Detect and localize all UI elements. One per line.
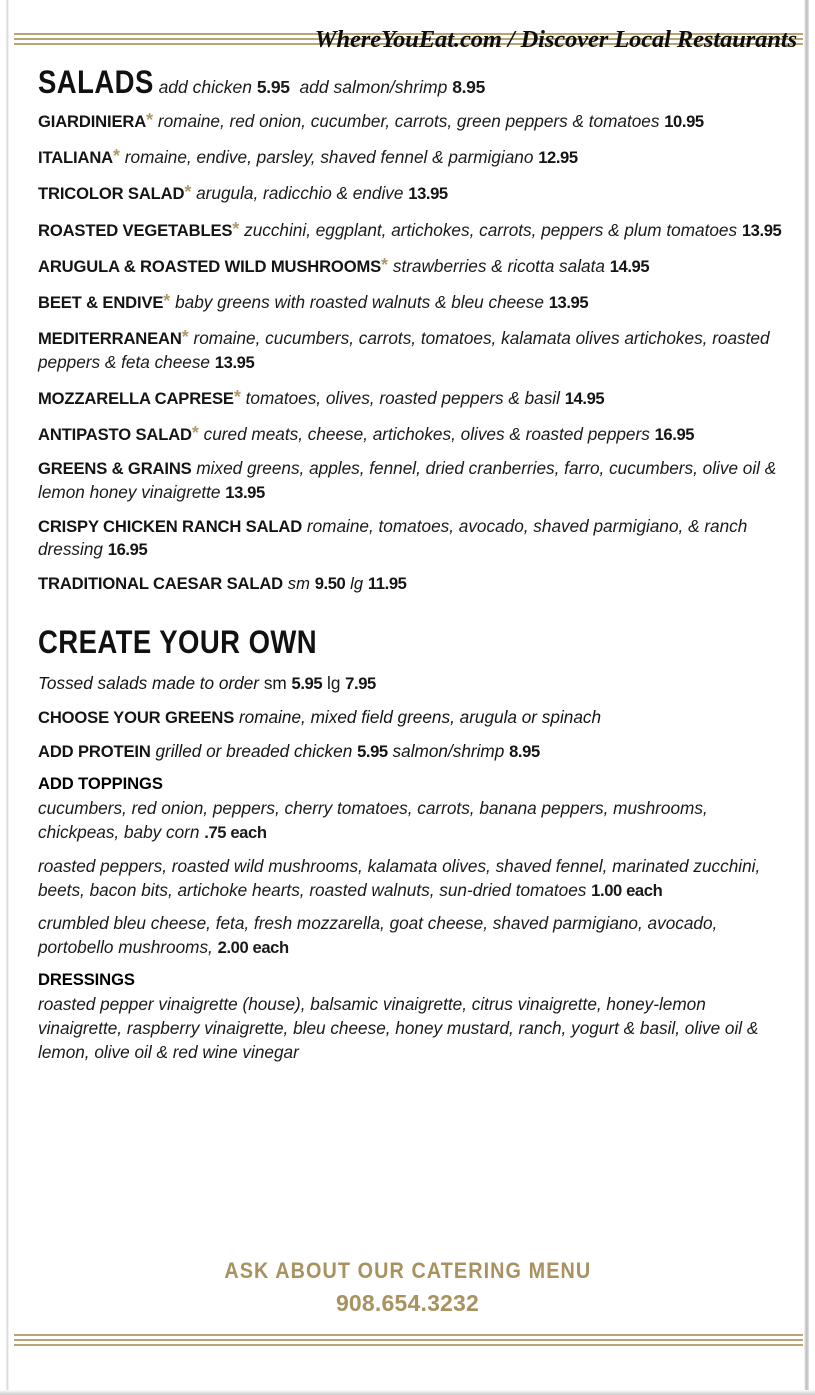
menu-content [38,66,790,1074]
item-description: arugula, radicchio & endive [196,183,404,204]
item-price: 13.95 [548,293,589,313]
addon-chicken-label: add chicken [158,77,252,97]
toppings-tier-2-price: 1.00 each [591,880,663,900]
toppings-tier-1-text: cucumbers, red onion, peppers, cherry tomatoes, carrots, banana peppers, mushrooms, chickpeas, baby corn [38,798,708,842]
page-bottom-edge [0,1390,815,1395]
catering-callout: ASK ABOUT OUR CATERING MENU [224,1258,591,1283]
menu-item [38,253,790,278]
dressings-label: DRESSINGS [38,970,135,990]
item-price: 12.95 [538,148,578,168]
asterisk-icon: * [381,254,389,275]
asterisk-icon: * [163,291,171,312]
asterisk-icon: * [184,182,192,203]
item-description: tomatoes, olives, roasted peppers & basil [245,387,560,408]
page-title: SALADS [38,64,154,100]
menu-item [38,325,790,373]
create-your-own-title: CREATE YOUR OWN [38,623,318,660]
item-description: baby greens with roasted walnuts & bleu cheese [175,292,544,313]
dressings-text: roasted pepper vinaigrette (house), balsamic vinaigrette, citrus vinaigrette, honey-lemon vinaigrette, raspberry vinaigrette, bleu cheese, honey mustard, ranch, yogurt & basil, olive oil & lemon, olive oil & red wine vinegar [38,994,759,1062]
item-name: GIARDINIERA [38,112,147,131]
menu-item [38,217,790,242]
item-price: 13.95 [225,482,265,502]
menu-item [38,108,790,133]
toppings-tier-3-price: 2.00 each [217,938,289,958]
phone-number[interactable]: 908.654.3232 [335,1290,480,1316]
menu-item [38,515,790,561]
item-price: 16.95 [107,540,148,560]
addon-salmon-price: 8.95 [452,77,486,97]
price-large: 11.95 [367,574,407,594]
item-name: ROASTED VEGETABLES [38,220,233,240]
toppings-tier-3-text: crumbled bleu cheese, feta, fresh mozzarella, goat cheese, shaved parmigiano, avocado, portobello mushrooms, [38,913,718,958]
item-description: zucchini, eggplant, artichokes, carrots, peppers & plum tomatoes [244,219,738,240]
add-protein-line [38,740,790,763]
salads-addons [159,77,486,98]
toppings-tier-1 [38,797,790,845]
menu-item [38,421,790,446]
protein-chicken-text: grilled or breaded chicken [155,740,353,761]
page-right-edge [804,0,809,1395]
toppings-tier-2-text: roasted peppers, roasted wild mushrooms, kalamata olives, shaved fennel, marinated zucchini, beets, bacon bits, artichoke hearts, roasted walnuts, sun-dried tomatoes [38,855,761,900]
asterisk-icon: * [233,386,241,407]
item-price: 13.95 [214,352,255,372]
menu-item [38,457,790,503]
item-description: romaine, red onion, cucumber, carrots, green peppers & tomatoes [157,111,660,131]
item-name: TRICOLOR SALAD [38,184,185,204]
item-description: romaine, endive, parsley, shaved fennel & parmigiano [124,147,534,168]
tossed-large-price: 7.95 [345,673,376,693]
item-name: BEET & ENDIVE [38,293,164,313]
item-name: GREENS & GRAINS [38,459,192,479]
item-price: 14.95 [564,388,605,408]
site-title: WhereYouEat.com / Discover Local Restaurants [314,26,797,53]
add-protein-label: ADD PROTEIN [38,741,151,761]
menu-item-caesar [38,572,790,595]
item-description: cured meats, cheese, artichokes, olives & roasted peppers [203,424,650,445]
tossed-small-price: 5.95 [291,673,323,693]
item-description: strawberries & ricotta salata [392,255,605,276]
asterisk-icon: * [232,218,240,239]
item-name: ARUGULA & ROASTED WILD MUSHROOMS [38,256,382,276]
toppings-tier-2 [38,855,790,903]
item-name: TRADITIONAL CAESAR SALAD [38,574,283,594]
menu-item [38,144,790,169]
item-price: 14.95 [609,256,650,276]
add-toppings-label: ADD TOPPINGS [38,774,163,794]
menu-item [38,180,790,205]
protein-seafood-price: 8.95 [509,741,540,761]
page-left-edge [6,0,9,1395]
item-price: 13.95 [741,220,782,240]
item-price: 13.95 [408,184,448,204]
size-small-label: sm [287,574,310,594]
bottom-gold-rule [14,1334,803,1348]
choose-greens-label: CHOOSE YOUR GREENS [38,707,235,727]
create-your-own-heading-row [38,623,790,660]
price-small: 9.50 [314,574,346,594]
choose-greens-text: romaine, mixed field greens, arugula or spinach [238,706,602,727]
protein-chicken-price: 5.95 [357,741,388,761]
item-description: romaine, cucumbers, carrots, tomatoes, kalamata olives artichokes, roasted peppers & feta cheese [38,328,770,372]
addon-chicken-price: 5.95 [256,77,290,97]
item-price: 16.95 [654,425,695,445]
item-price: 10.95 [664,112,704,131]
item-description: mixed greens, apples, fennel, dried cranberries, farro, cucumbers, olive oil & lemon honey vinaigrette [38,458,777,502]
item-name: ITALIANA [38,148,113,168]
toppings-tier-3 [38,912,790,960]
addon-salmon-label: add salmon/shrimp [299,77,448,97]
item-name: CRISPY CHICKEN RANCH SALAD [38,516,303,536]
tossed-small-label: sm [263,672,287,693]
menu-item [38,385,790,410]
salads-heading-row [38,66,790,98]
tossed-salads-text: Tossed salads made to order [38,672,260,693]
item-name: MOZZARELLA CAPRESE [38,388,234,408]
asterisk-icon: * [113,146,121,167]
choose-your-greens-line [38,706,790,729]
tossed-salads-line [38,672,790,695]
asterisk-icon: * [181,327,189,348]
menu-item [38,289,790,314]
tossed-large-label: lg [327,672,341,693]
asterisk-icon: * [146,110,154,130]
protein-seafood-text: salmon/shrimp [392,740,505,761]
asterisk-icon: * [191,423,199,444]
item-description: romaine, tomatoes, avocado, shaved parmigiano, & ranch dressing [38,515,748,560]
footer [0,1258,815,1317]
toppings-tier-1-price: .75 each [204,822,267,842]
size-large-label: lg [350,574,364,594]
item-name: MEDITERRANEAN [38,329,182,349]
item-name: ANTIPASTO SALAD [38,425,192,445]
